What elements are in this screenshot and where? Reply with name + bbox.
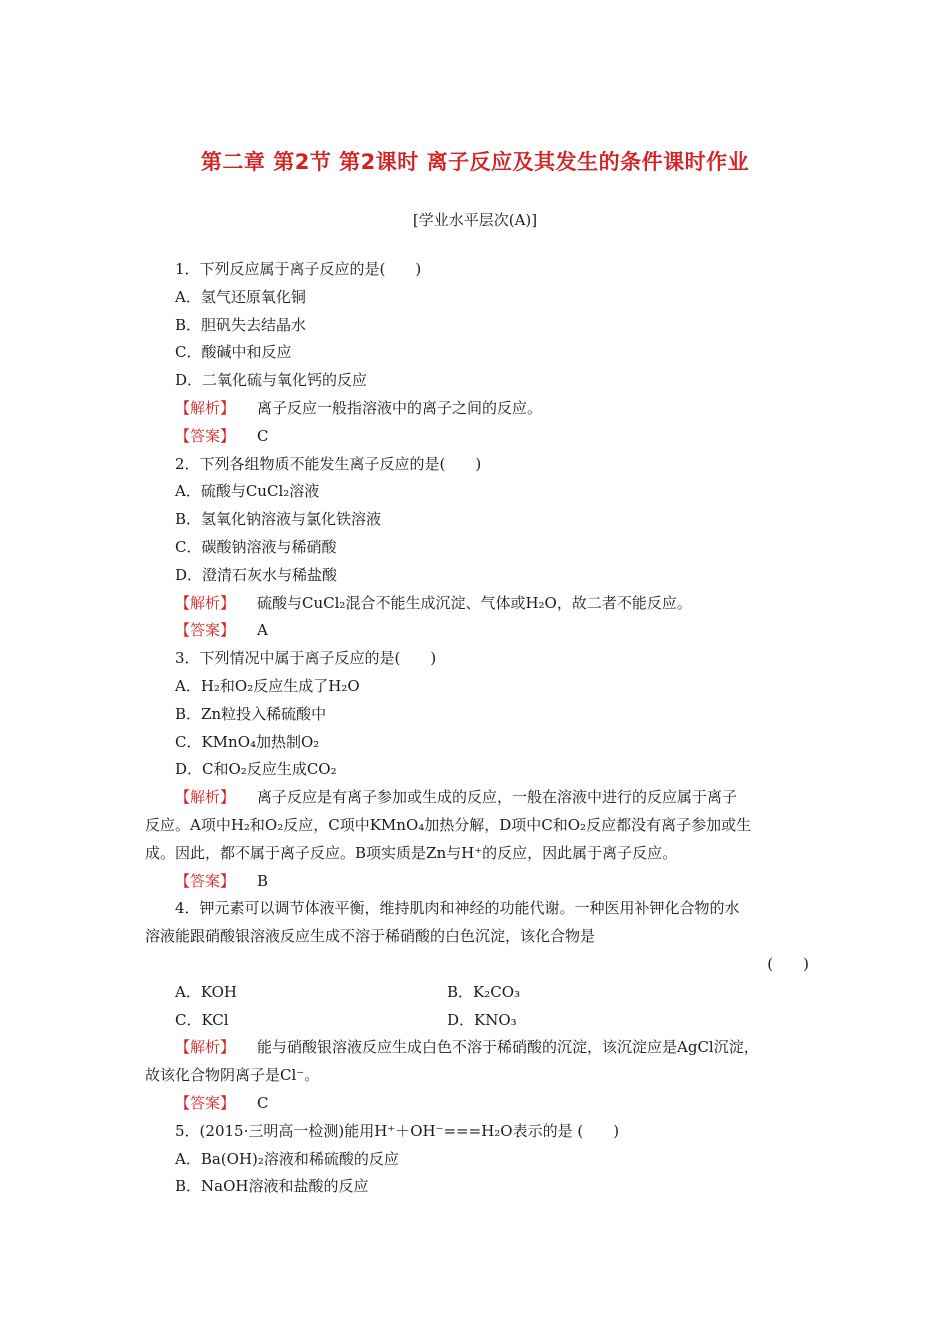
q3-analysis-line-2: 反应。A项中H₂和O₂反应，C项中KMnO₄加热分解，D项中C和O₂反应都没有离子参加或生 bbox=[145, 815, 752, 834]
q2-answer bbox=[145, 617, 809, 645]
q4-options-row-2 bbox=[145, 1007, 809, 1035]
analysis-label: 【解析】 bbox=[175, 1038, 236, 1057]
answer-label: 【答案】 bbox=[175, 621, 236, 640]
analysis-label: 【解析】 bbox=[175, 398, 236, 417]
q4-options-row-1 bbox=[145, 979, 809, 1007]
q1-option-d: D．二氧化硫与氧化钙的反应 bbox=[175, 371, 368, 390]
analysis-label: 【解析】 bbox=[175, 593, 236, 612]
q4-analysis-text-1: 能与硝酸银溶液反应生成白色不溶于稀硝酸的沉淀，该沉淀应是AgCl沉淀， bbox=[257, 1038, 759, 1057]
q4-stem-line-1: 4．钾元素可以调节体液平衡，维持肌肉和神经的功能代谢。一种医用补钾化合物的水 bbox=[175, 899, 740, 918]
q3-option-a: A．H₂和O₂反应生成了H₂O bbox=[175, 676, 360, 695]
answer-label: 【答案】 bbox=[175, 871, 236, 890]
q4-option-a: A．KOH bbox=[175, 982, 238, 1001]
q1-option-c: C．酸碱中和反应 bbox=[175, 343, 292, 362]
q3-analysis bbox=[145, 784, 809, 812]
q4-analysis-line-2: 故该化合物阴离子是Cl⁻。 bbox=[145, 1066, 320, 1085]
q1-analysis-text: 离子反应一般指溶液中的离子之间的反应。 bbox=[257, 398, 543, 417]
q4-stem-line-2: 溶液能跟硝酸银溶液反应生成不溶于稀硝酸的白色沉淀，该化合物是 bbox=[145, 927, 596, 946]
q1-answer-value: C bbox=[257, 426, 269, 445]
q3-answer bbox=[145, 868, 809, 896]
q3-option-d: D．C和O₂反应生成CO₂ bbox=[175, 760, 337, 779]
q3-analysis-line-3: 成。因此，都不属于离子反应。B项实质是Zn与H⁺的反应，因此属于离子反应。 bbox=[145, 843, 678, 862]
q2-analysis-text: 硫酸与CuCl₂混合不能生成沉淀、气体或H₂O，故二者不能反应。 bbox=[257, 593, 692, 612]
q1-option-a: A．氢气还原氧化铜 bbox=[175, 287, 306, 306]
answer-label: 【答案】 bbox=[175, 426, 236, 445]
q3-option-b: B．Zn粒投入稀硫酸中 bbox=[175, 704, 327, 723]
q1-stem: 1．下列反应属于离子反应的是( ) bbox=[175, 260, 422, 278]
q2-stem: 2．下列各组物质不能发生离子反应的是( ) bbox=[175, 454, 482, 473]
q5-stem: 5．(2015·三明高一检测)能用H⁺＋OH⁻===H₂O表示的是 ( ) bbox=[175, 1121, 620, 1140]
q4-answer bbox=[145, 1090, 809, 1118]
q4-option-b: B．K₂CO₃ bbox=[447, 982, 521, 1001]
q4-option-c: C．KCl bbox=[175, 1010, 229, 1029]
q4-option-d: D．KNO₃ bbox=[447, 1010, 517, 1029]
answer-label: 【答案】 bbox=[175, 1093, 236, 1112]
level-heading: [学业水平层次(A)] bbox=[412, 211, 538, 229]
q1-option-b: B．胆矾失去结晶水 bbox=[175, 315, 307, 334]
q1-answer bbox=[145, 423, 809, 451]
q3-analysis-text-1: 离子反应是有离子参加或生成的反应，一般在溶液中进行的反应属于离子 bbox=[257, 788, 738, 807]
q2-option-c: C．碳酸钠溶液与稀硝酸 bbox=[175, 537, 337, 556]
q2-option-b: B．氢氧化钠溶液与氯化铁溶液 bbox=[175, 510, 382, 529]
q2-analysis bbox=[145, 590, 809, 618]
q2-answer-value: A bbox=[257, 621, 268, 640]
q3-answer-value: B bbox=[257, 871, 269, 890]
q1-analysis bbox=[145, 395, 809, 423]
q2-option-a: A．硫酸与CuCl₂溶液 bbox=[175, 482, 320, 501]
document-title: 第二章 第2节 第2课时 离子反应及其发生的条件课时作业 bbox=[200, 150, 750, 174]
question-list bbox=[145, 256, 809, 1201]
q3-option-c: C．KMnO₄加热制O₂ bbox=[175, 732, 320, 751]
q4-analysis bbox=[145, 1034, 809, 1062]
q3-stem: 3．下列情况中属于离子反应的是( ) bbox=[175, 649, 437, 668]
q5-option-b: B．NaOH溶液和盐酸的反应 bbox=[175, 1177, 369, 1196]
q5-option-a: A．Ba(OH)₂溶液和稀硫酸的反应 bbox=[175, 1149, 399, 1168]
q4-answer-bracket: ( ) bbox=[767, 954, 809, 973]
analysis-label: 【解析】 bbox=[175, 788, 236, 807]
q2-option-d: D．澄清石灰水与稀盐酸 bbox=[175, 565, 338, 584]
q4-answer-value: C bbox=[257, 1093, 269, 1112]
